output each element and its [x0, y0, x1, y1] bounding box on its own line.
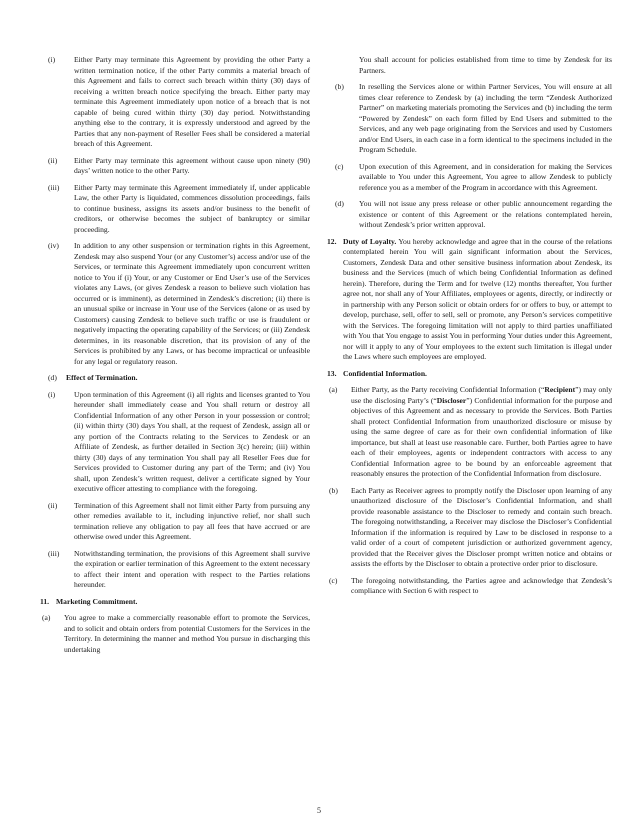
item-marker: (iv) — [48, 241, 59, 250]
list-item — [40, 183, 310, 236]
item-marker: (i) — [48, 389, 56, 399]
list-item — [327, 385, 612, 480]
list-item — [40, 613, 310, 655]
list-item — [327, 82, 612, 156]
list-item — [40, 241, 310, 367]
item-marker: (ii) — [48, 155, 58, 165]
item-marker: (a) — [329, 385, 338, 394]
text-run: Either Party, as the Party receiving Confidential Information (“ — [351, 385, 545, 394]
left-column — [40, 55, 310, 661]
list-item — [327, 486, 612, 570]
list-item — [327, 199, 612, 231]
subsection-title: Effect of Termination. — [66, 373, 138, 382]
item-text: Upon execution of this Agreement, and in consideration for making the Services available to You under this Agreement, You agree to allow Zendesk to publicly reference you as a member of the Program in accordance with this Agreement. — [359, 161, 612, 192]
defined-term: Discloser — [436, 395, 467, 405]
page-number: 5 — [317, 806, 321, 815]
list-item — [40, 549, 310, 591]
item-marker: (d) — [335, 199, 344, 208]
section-12 — [327, 237, 612, 363]
item-text — [351, 385, 612, 480]
list-item — [327, 162, 612, 194]
item-text: Termination of this Agreement shall not limit either Party from pursuing any other remedies available to it, including injunctive relief, nor shall such termination relieve any obligation to pay all fees that have accrued or are otherwise owed under this Agreement. — [74, 500, 310, 541]
section-number: 13. — [327, 368, 337, 378]
item-marker: (i) — [48, 55, 56, 64]
item-text: Upon termination of this Agreement (i) all rights and licenses granted to You hereunder shall immediately cease and You shall return or destroy all Confidential Information of any other Person in your possession or control; (ii) within thirty (30) days You shall, at the request of Zendesk, assign all or any portion of the Contracts relating to the Services to Zendesk or an Affiliate of Zendesk, as further detailed in Section 3(c) herein; (iii) within thirty (30) days of any termination You shall pay all Reseller Fees due for Services provided to Customer during any part of the Term; and (iv) You shall, upon Zendesk’s written request, deliver a certificate signed by Your executive officer attesting to compliance with the foregoing. — [74, 389, 310, 493]
item-text: Either Party may terminate this Agreement immediately if, under applicable Law, the other Party is liquidated, commences dissolution proceedings, fails to continue business, assigns its assets and/or business to the benefit of creditors, or otherwise becomes the subject of bankruptcy or similar proceeding. — [74, 182, 310, 234]
right-column — [327, 55, 612, 603]
continued-paragraph: You shall account for policies established from time to time by Zendesk for its Partners. — [359, 55, 612, 75]
item-marker: (iii) — [48, 548, 60, 558]
item-marker: (iii) — [48, 182, 60, 192]
item-text: The foregoing notwithstanding, the Parties agree and acknowledge that Zendesk’s compliance with Section 6 with respect to — [351, 575, 612, 595]
item-marker: (c) — [329, 575, 338, 585]
list-item — [40, 501, 310, 543]
text-run: ”) may only use the disclosing Party’s (“ — [351, 385, 612, 405]
section-number: 11. — [40, 596, 50, 606]
subsection-marker: (d) — [48, 373, 57, 382]
section-heading — [327, 369, 612, 380]
list-item — [40, 55, 310, 150]
item-text: In addition to any other suspension or termination rights in this Agreement, Zendesk may also suspend Your (or any Customer’s) access and/or use of the Services, or terminate this Agreement immediately upon concurrent written notice to You if (i) Your, or any Customer or End User’s use of the Services violates any Laws, (or gives Zendesk a reason to believe such violation has occurred or is imminent), as determined in Zendesk’s discretion; (ii) there is an unusual spike or increase in Your use of the Services (alone or as used by Customers) causing Zendesk to believe such traffic or use is fraudulent or negatively impacting the operating capability of the Services; or (iii) Zendesk determines, in its reasonable discretion, that its provision of any of the Services is prohibited by any Laws, or has become impractical or unfeasible for any legal or regulatory reason. — [74, 241, 310, 366]
section-title: Duty of Loyalty. — [343, 236, 397, 246]
item-text: Each Party as Receiver agrees to promptly notify the Discloser upon learning of any unauthorized disclosure of the Discloser’s Confidential Information, and shall provide reasonable assistance to the Discloser to remedy and contain such breach. The foregoing notwithstanding, a Receiver may disclose the Discloser’s Confidential Information if the information is required by Law to be disclosed in response to a valid order of a court of competent jurisdiction or authorized government agency, provided that the Receiver gives the Discloser prompt written notice and obtains or assists the efforts by the Discloser to obtain a protective order prior to disclosure. — [351, 485, 612, 568]
section-title: Confidential Information. — [343, 368, 427, 378]
item-marker: (b) — [335, 82, 344, 91]
section-number: 12. — [327, 236, 337, 246]
section-text: You hereby acknowledge and agree that in the course of the relations contemplated herein You will gain significant information about the Services, Customers, Zendesk Data and other sensitive business information about Zendesk, its business and the Services (much of which being Confidential Information as defined herein). Therefore, during the Term and for twelve (12) months thereafter, You further agree not, nor shall any of Your Affiliates, employees or agents, directly, or indirectly or in partnership with any Person solicit or obtain orders for or offers to buy, or attempt to develop, purchase, sell, offer to sell, sell or promote, any Person’s services competitive with the Services. The foregoing limitation will not apply to third parties unaffiliated with You that You engage to assist You in performing Your duties under this Agreement, nor will it apply to any of Your employees to the extent such limitation is illegal under the Laws where such employees are employed. — [343, 236, 612, 361]
item-text: In reselling the Services alone or within Partner Services, You will ensure at all times clear reference to Zendesk by (a) including the term “Zendesk Authorized Partner” on marketing materials promoting the Services and (b) including the term “Powered by Zendesk” on each form filled by End Users and submitted to the Services, and any web page originating from the Services and used by Customers and/or End Users, in each case in a form identical to the specimens included in the Program Schedule. — [359, 82, 612, 154]
list-item — [327, 576, 612, 597]
defined-term: Recipient — [544, 385, 576, 394]
item-text: Notwithstanding termination, the provisions of this Agreement shall survive the expiration or earlier termination of this Agreement to the extent necessary to affect their intent and operation with respect to the Parties relations hereunder. — [74, 548, 310, 589]
item-marker: (c) — [335, 161, 344, 171]
item-text: You will not issue any press release or other public announcement regarding the existence or content of this Agreement or the relations contemplated herein, without Zendesk’s prior written approval. — [359, 199, 612, 229]
item-marker: (a) — [42, 613, 51, 622]
section-heading — [40, 597, 310, 608]
list-item — [40, 156, 310, 177]
item-text: Either Party may terminate this agreement without cause upon ninety (90) days’ written notice to the other Party. — [74, 155, 310, 175]
item-text: You agree to make a commercially reasonable effort to promote the Services, and to solicit and obtain orders from potential Customers for the Services in the Territory. In determining the manner and method You pursue in discharging this undertaking — [64, 613, 310, 654]
section-title: Marketing Commitment. — [56, 596, 138, 606]
item-marker: (b) — [329, 485, 338, 495]
text-run: ”) Confidential information for the purpose and objectives of this Agreement and as necessary to provide the Services. Both Parties shall protect Confidential Information from unauthorized disclosure or misuse by using the same degree of care as for their own confidential information of like importance, but shall at least use reasonable care. Further, both Parties agree to have each of their employees, agents or independent contractors with access to any Confidential Information agree to be bound by an enforceable agreement that reasonably ensures the protection of the Confidential Information from disclosure. — [351, 395, 612, 478]
subsection-heading — [40, 373, 310, 384]
item-marker: (ii) — [48, 500, 58, 510]
list-item — [40, 390, 310, 495]
item-text: Either Party may terminate this Agreement by providing the other Party a written termination notice, if the other Party commits a material breach of this Agreement and fails to correct such breach within thirty (30) days of receiving a written breach notice specifying the breach. Either party may terminate this Agreement immediately upon notice of a breach that is not capable of being cured within thirty (30) day period. Notwithstanding anything else to the contrary, it is expressly understood and agreed by the Parties that any non-payment of Reseller Fees shall be considered a material breach of this Agreement. — [74, 55, 310, 148]
